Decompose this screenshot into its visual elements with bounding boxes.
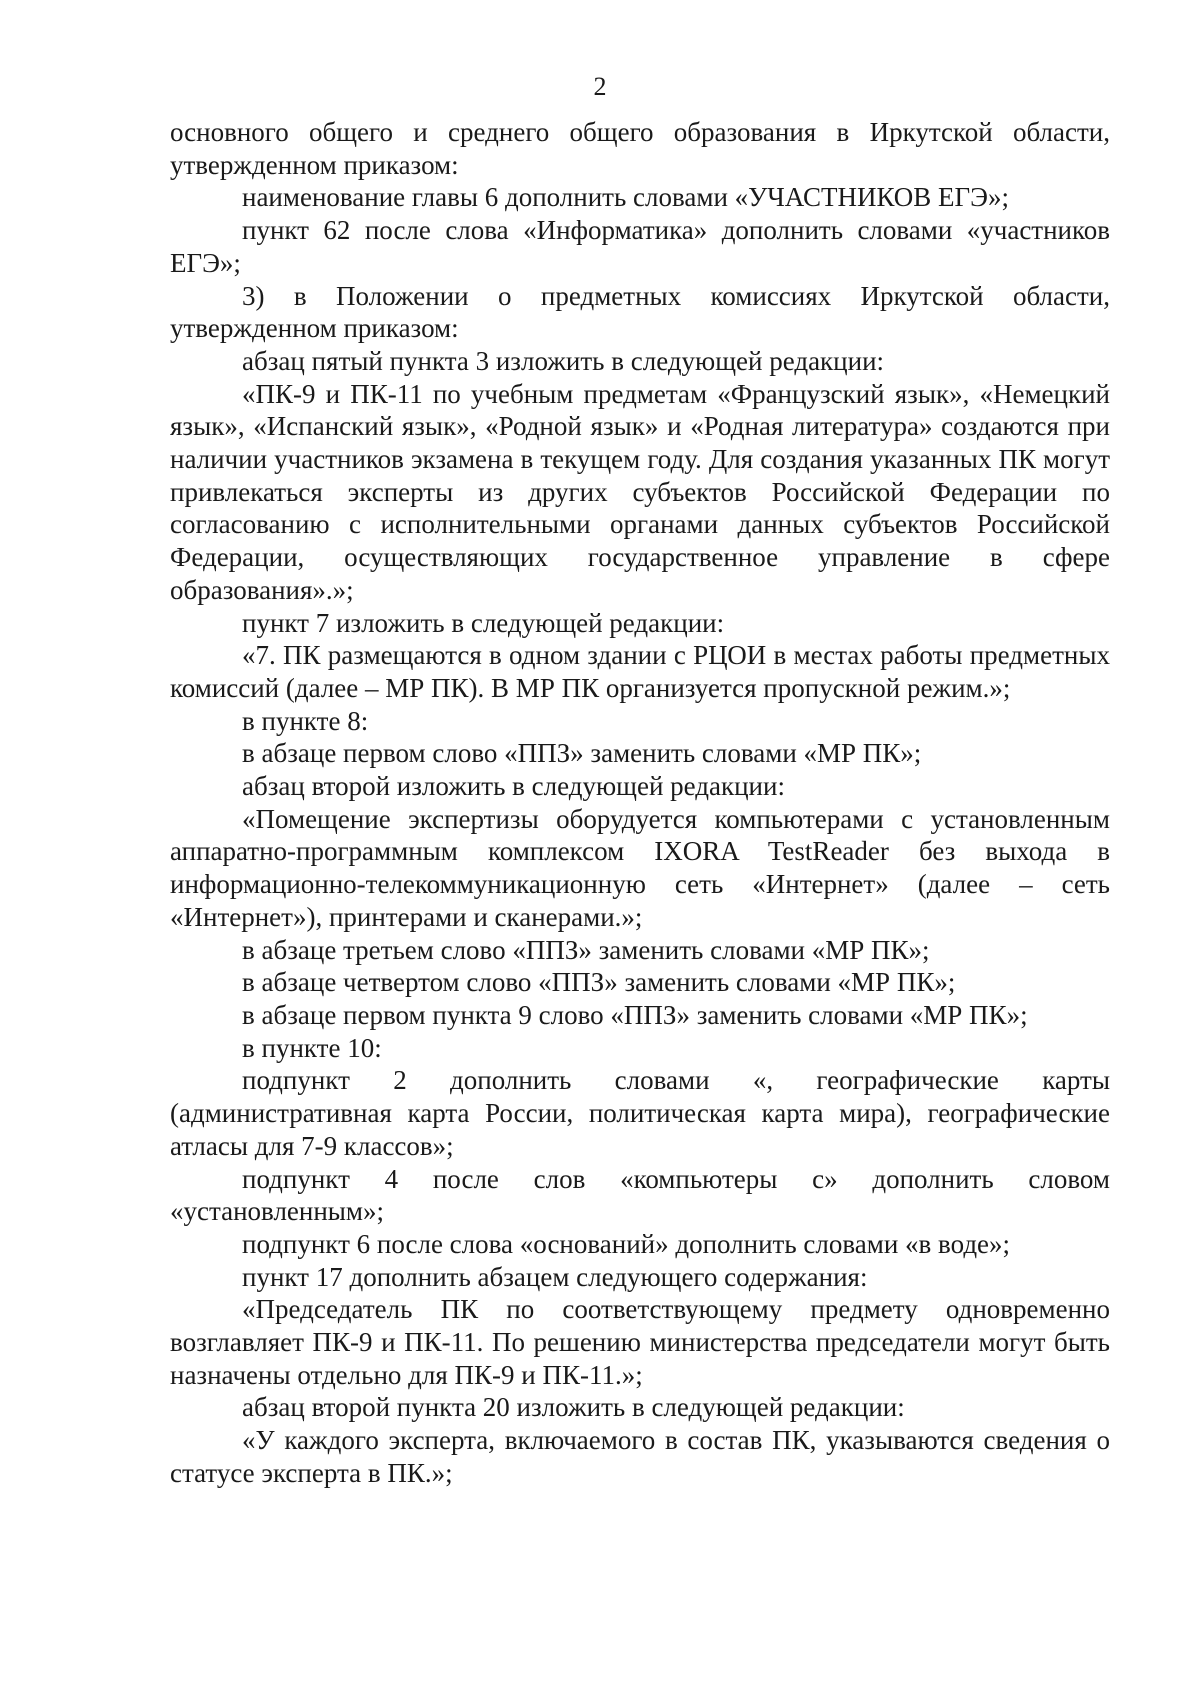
document-body xyxy=(170,116,1110,1490)
paragraph: «7. ПК размещаются в одном здании с РЦОИ в местах работы предметных комиссий (далее – МР ПК). В МР ПК организуется пропускной режим.»; xyxy=(170,640,1110,703)
paragraph: подпункт 2 дополнить словами «, географические карты (административная карта России, политическая карта мира), географические атласы для 7-9 классов»; xyxy=(170,1065,1110,1161)
paragraph: абзац второй пункта 20 изложить в следующей редакции: xyxy=(242,1392,905,1423)
paragraph: 3) в Положении о предметных комиссиях Иркутской области, утвержденном приказом: xyxy=(170,280,1110,344)
paragraph: пункт 7 изложить в следующей редакции: xyxy=(242,607,725,638)
paragraph: в абзаце первом слово «ППЗ» заменить словами «МР ПК»; xyxy=(242,738,922,769)
paragraph: подпункт 4 после слов «компьютеры с» дополнить словом «установленным»; xyxy=(170,1163,1110,1227)
paragraph: «ПК-9 и ПК-11 по учебным предметам «Французский язык», «Немецкий язык», «Испанский язык», «Родной язык» и «Родная литература» создаются при наличии участников экзамена в текущем году. Для создания указанных ПК могут привлекаться эксперты из других субъектов Российской Федерации по согласованию с исполнительными органами данных субъектов Российской Федерации, осуществляющих государственное управление в сфере образования».»; xyxy=(170,378,1110,605)
paragraph: наименование главы 6 дополнить словами «УЧАСТНИКОВ ЕГЭ»; xyxy=(242,182,1009,213)
paragraph: пункт 17 дополнить абзацем следующего содержания: xyxy=(242,1261,868,1292)
paragraph: в абзаце третьем слово «ППЗ» заменить словами «МР ПК»; xyxy=(242,934,930,965)
paragraph: в абзаце четвертом слово «ППЗ» заменить словами «МР ПК»; xyxy=(242,967,956,998)
paragraph: основного общего и среднего общего образования в Иркутской области, утвержденном приказом: xyxy=(170,117,1110,180)
paragraph: в пункте 8: xyxy=(242,705,369,736)
paragraph: абзац второй изложить в следующей редакции: xyxy=(242,771,785,802)
paragraph: абзац пятый пункта 3 изложить в следующей редакции: xyxy=(242,345,885,376)
paragraph: пункт 62 после слова «Информатика» дополнить словами «участников ЕГЭ»; xyxy=(170,215,1110,278)
paragraph: «У каждого эксперта, включаемого в состав ПК, указываются сведения о статусе эксперта в ПК.»; xyxy=(170,1425,1110,1488)
paragraph: в абзаце первом пункта 9 слово «ППЗ» заменить словами «МР ПК»; xyxy=(242,999,1028,1030)
paragraph: подпункт 6 после слова «оснований» дополнить словами «в воде»; xyxy=(242,1228,1011,1259)
paragraph: «Помещение экспертизы оборудуется компьютерами с установленным аппаратно-программным комплексом IXORA TestReader без выхода в информационно-телекоммуникационную сеть «Интернет» (далее – сеть «Интернет»), принтерами и сканерами.»; xyxy=(170,803,1110,932)
page-number: 2 xyxy=(593,72,607,101)
paragraph: «Председатель ПК по соответствующему предмету одновременно возглавляет ПК-9 и ПК-11. По решению министерства председатели могут быть назначены отдельно для ПК-9 и ПК-11.»; xyxy=(170,1294,1110,1390)
paragraph: в пункте 10: xyxy=(242,1032,382,1063)
